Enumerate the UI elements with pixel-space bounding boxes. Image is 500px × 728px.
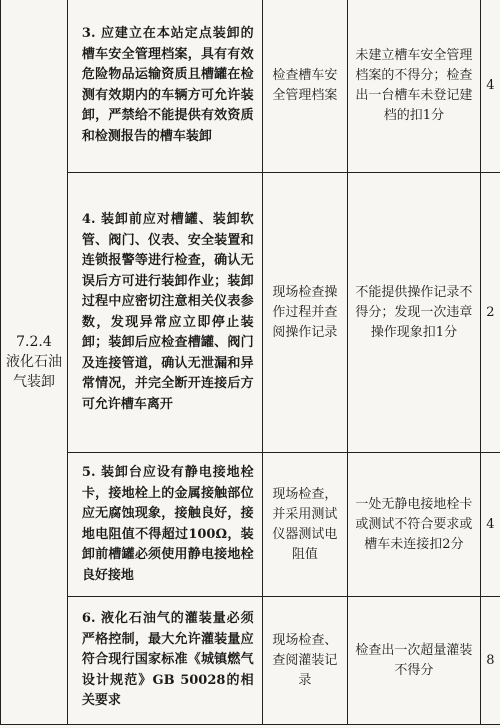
criteria-cell: 检查出一次超量灌装不得分: [348, 597, 481, 725]
method-cell: 现场检查，并采用测试仪器测试电阻值: [262, 453, 348, 597]
criteria-cell: 不能提供操作记录不得分；发现一次违章操作现象扣1分: [348, 173, 481, 453]
criteria-cell: 未建立槽车安全管理档案的不得分；检查出一台槽车未登记建档的扣1分: [348, 0, 481, 173]
method-cell: 现场检查操作过程并查阅操作记录: [262, 173, 348, 453]
method-cell: 检查槽车安全管理档案: [262, 0, 348, 173]
method-cell: 现场检查、查阅灌装记录: [262, 597, 348, 725]
section-name: 液化石油气装卸: [5, 353, 62, 390]
section-code: 7.2.4: [16, 333, 52, 350]
requirement-cell: 3. 应建立在本站定点装卸的槽车安全管理档案，具有有效危险物品运输资质且槽罐在检测有效期内的车辆方可允许装卸，严禁给不能提供有效资质和检测报告的槽车装卸: [67, 0, 262, 173]
points-cell: 4: [480, 453, 500, 597]
points-cell: 4: [480, 0, 500, 173]
section-cell: [1, 0, 68, 725]
table-row: [1, 0, 500, 173]
requirement-cell: 4. 装卸前应对槽罐、装卸软管、阀门、仪表、安全装置和连锁报警等进行检查，确认无误后方可进行装卸作业；装卸过程中应密切注意相关仪表参数，发现异常应立即停止装卸；装卸后应检查槽罐、阀门及连接管道，确认无泄漏和异常情况，并完全断开连接后方可允许槽车离开: [67, 173, 262, 453]
points-cell: 8: [480, 597, 500, 725]
points-cell: 2: [480, 173, 500, 453]
requirement-cell: 5. 装卸台应设有静电接地栓卡，接地栓上的金属接触部位应无腐蚀现象，接触良好，接地电阻值不得超过100Ω，装卸前槽罐必须使用静电接地栓良好接地: [67, 453, 262, 597]
table-row: [1, 453, 500, 597]
requirement-cell: 6. 液化石油气的灌装量必须严格控制，最大允许灌装量应符合现行国家标准《城镇燃气设计规范》GB 50028的相关要求: [67, 597, 262, 725]
table-row: [1, 597, 500, 725]
table-row: [1, 173, 500, 453]
criteria-cell: 一处无静电接地栓卡或测试不符合要求或槽车未连接扣2分: [348, 453, 481, 597]
